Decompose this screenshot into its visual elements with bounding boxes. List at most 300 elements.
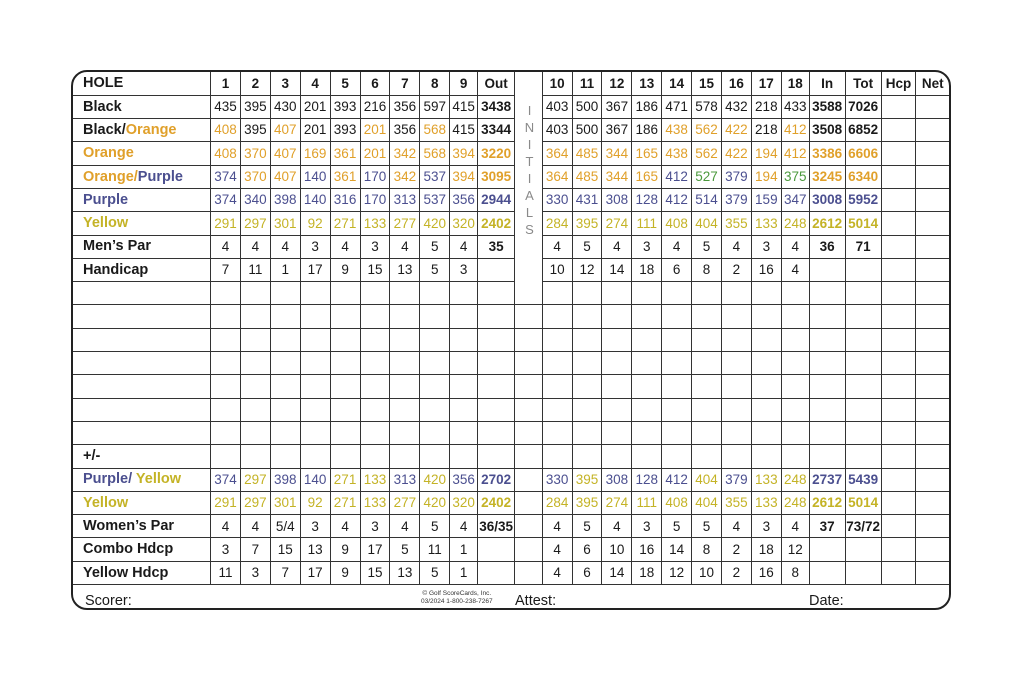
entry-cell[interactable] <box>390 398 420 421</box>
womens-par-row-label <box>73 515 211 538</box>
entry-cell[interactable] <box>845 398 881 421</box>
entry-cell[interactable] <box>240 352 270 375</box>
score-cell-hole-15: 404 <box>692 491 722 514</box>
entry-cell[interactable] <box>809 328 845 351</box>
entry-cell[interactable] <box>632 282 662 305</box>
entry-cell[interactable] <box>602 421 632 444</box>
entry-cell[interactable] <box>721 352 751 375</box>
entry-cell[interactable] <box>390 328 420 351</box>
entry-cell[interactable] <box>692 352 722 375</box>
score-cell-hole-14: 412 <box>662 188 692 211</box>
entry-cell[interactable] <box>420 282 450 305</box>
score-cell-hole-7: 313 <box>390 468 420 491</box>
entry-cell[interactable] <box>542 328 572 351</box>
entry-cell[interactable] <box>420 305 450 328</box>
entry-cell[interactable] <box>632 305 662 328</box>
entry-cell[interactable] <box>845 328 881 351</box>
entry-cell[interactable] <box>300 352 330 375</box>
entry-cell[interactable] <box>916 375 949 398</box>
entry-cell[interactable] <box>845 352 881 375</box>
entry-cell[interactable] <box>881 305 916 328</box>
plus-minus-row-label: +/- <box>73 445 211 468</box>
entry-cell[interactable] <box>845 375 881 398</box>
entry-cell[interactable] <box>330 352 360 375</box>
hcp-cell[interactable] <box>881 212 916 235</box>
entry-cell[interactable] <box>240 398 270 421</box>
entry-cell[interactable] <box>751 328 781 351</box>
entry-cell[interactable] <box>721 282 751 305</box>
entry-cell[interactable] <box>781 421 809 444</box>
entry-cell[interactable] <box>240 282 270 305</box>
score-cell-hole-1: 11 <box>211 561 241 584</box>
hcp-cell[interactable] <box>881 188 916 211</box>
entry-cell[interactable] <box>632 398 662 421</box>
entry-cell[interactable] <box>390 445 420 468</box>
score-cell-hole-2: 370 <box>240 142 270 165</box>
entry-cell[interactable] <box>330 398 360 421</box>
entry-cell[interactable] <box>300 398 330 421</box>
hcp-cell[interactable] <box>881 235 916 258</box>
entry-cell[interactable] <box>662 398 692 421</box>
entry-cell[interactable] <box>692 282 722 305</box>
entry-cell[interactable] <box>360 445 390 468</box>
hcp-cell[interactable] <box>881 538 916 561</box>
score-cell-hole-6: 15 <box>360 258 390 281</box>
in-total-cell: 3508 <box>809 119 845 142</box>
score-cell-hole-13: 3 <box>632 515 662 538</box>
score-cell-hole-13: 186 <box>632 119 662 142</box>
entry-cell[interactable] <box>450 398 478 421</box>
entry-cell[interactable] <box>881 352 916 375</box>
entry-cell[interactable] <box>572 328 602 351</box>
entry-cell[interactable] <box>781 445 809 468</box>
player-score-row-label <box>73 282 211 305</box>
score-cell-hole-8: 420 <box>420 468 450 491</box>
entry-cell[interactable] <box>542 421 572 444</box>
entry-cell[interactable] <box>420 445 450 468</box>
entry-cell[interactable] <box>478 328 515 351</box>
entry-cell[interactable] <box>916 421 949 444</box>
score-cell-hole-12: 4 <box>602 515 632 538</box>
purple-yellow-tee-row <box>73 468 949 491</box>
entry-cell[interactable] <box>300 305 330 328</box>
entry-cell[interactable] <box>542 398 572 421</box>
score-cell-hole-8: 420 <box>420 491 450 514</box>
handicap-row-label <box>73 258 211 281</box>
entry-cell[interactable] <box>662 352 692 375</box>
score-cell-hole-5: 393 <box>330 119 360 142</box>
hcp-cell[interactable] <box>881 515 916 538</box>
hcp-cell[interactable] <box>881 468 916 491</box>
entry-cell[interactable] <box>881 328 916 351</box>
entry-cell[interactable] <box>845 305 881 328</box>
entry-cell[interactable] <box>662 445 692 468</box>
entry-cell[interactable] <box>881 375 916 398</box>
entry-cell[interactable] <box>662 305 692 328</box>
entry-cell[interactable] <box>450 445 478 468</box>
score-cell-hole-2: 370 <box>240 165 270 188</box>
net-cell[interactable] <box>916 468 949 491</box>
score-cell-hole-15: 5 <box>692 235 722 258</box>
net-cell[interactable] <box>916 165 949 188</box>
entry-cell[interactable] <box>270 445 300 468</box>
entry-cell[interactable] <box>572 375 602 398</box>
entry-cell[interactable] <box>572 398 602 421</box>
net-cell[interactable] <box>916 235 949 258</box>
entry-cell[interactable] <box>542 445 572 468</box>
entry-cell[interactable] <box>542 305 572 328</box>
entry-cell[interactable] <box>781 398 809 421</box>
entry-cell[interactable] <box>692 328 722 351</box>
score-cell-hole-6: 15 <box>360 561 390 584</box>
entry-cell[interactable] <box>721 398 751 421</box>
entry-cell[interactable] <box>478 305 515 328</box>
net-cell[interactable] <box>916 212 949 235</box>
score-cell-hole-2: 297 <box>240 468 270 491</box>
entry-cell[interactable] <box>270 421 300 444</box>
entry-cell[interactable] <box>781 282 809 305</box>
entry-cell[interactable] <box>662 421 692 444</box>
black-orange-tee-row-label <box>73 119 211 142</box>
entry-cell[interactable] <box>542 282 572 305</box>
entry-cell[interactable] <box>751 282 781 305</box>
entry-cell[interactable] <box>692 445 722 468</box>
score-cell-hole-2: 395 <box>240 95 270 118</box>
entry-cell[interactable] <box>845 421 881 444</box>
hole-number-9: 9 <box>450 72 478 95</box>
entry-cell[interactable] <box>300 328 330 351</box>
initials-gap-cell <box>515 491 543 514</box>
entry-cell[interactable] <box>270 398 300 421</box>
net-cell[interactable] <box>916 95 949 118</box>
score-cell-hole-12: 274 <box>602 491 632 514</box>
score-cell-hole-3: 4 <box>270 235 300 258</box>
entry-cell[interactable] <box>809 305 845 328</box>
card-footer <box>73 590 949 610</box>
entry-cell[interactable] <box>809 282 845 305</box>
entry-cell[interactable] <box>420 375 450 398</box>
score-cell-hole-1: 4 <box>211 235 241 258</box>
score-cell-hole-17: 16 <box>751 258 781 281</box>
hole-number-2: 2 <box>240 72 270 95</box>
out-total-cell: 2402 <box>478 212 515 235</box>
entry-cell[interactable] <box>809 398 845 421</box>
entry-cell[interactable] <box>572 445 602 468</box>
entry-cell[interactable] <box>662 282 692 305</box>
entry-cell[interactable] <box>602 398 632 421</box>
out-total-cell: 2702 <box>478 468 515 491</box>
score-cell-hole-10: 364 <box>542 165 572 188</box>
net-cell[interactable] <box>916 561 949 584</box>
hole-number-7: 7 <box>390 72 420 95</box>
entry-cell[interactable] <box>420 352 450 375</box>
score-cell-hole-17: 3 <box>751 235 781 258</box>
entry-cell[interactable] <box>751 421 781 444</box>
entry-cell[interactable] <box>542 375 572 398</box>
tot-total-cell <box>845 538 881 561</box>
entry-cell[interactable] <box>240 375 270 398</box>
entry-cell[interactable] <box>542 352 572 375</box>
label-part: Combo Hdcp <box>83 541 174 558</box>
score-cell-hole-7: 4 <box>390 235 420 258</box>
label-part: Yellow Hdcp <box>83 564 169 581</box>
entry-cell[interactable] <box>390 375 420 398</box>
entry-cell[interactable] <box>602 282 632 305</box>
entry-cell[interactable] <box>845 282 881 305</box>
score-cell-hole-14: 5 <box>662 515 692 538</box>
initials-gap-cell <box>515 398 543 421</box>
entry-cell[interactable] <box>420 328 450 351</box>
initials-gap-cell <box>515 328 543 351</box>
hcp-cell[interactable] <box>881 561 916 584</box>
entry-cell[interactable] <box>916 398 949 421</box>
score-cell-hole-4: 169 <box>300 142 330 165</box>
entry-cell[interactable] <box>632 328 662 351</box>
net-cell[interactable] <box>916 258 949 281</box>
entry-cell[interactable] <box>662 375 692 398</box>
entry-cell[interactable] <box>330 421 360 444</box>
hole-number-16: 16 <box>721 72 751 95</box>
player-score-row <box>73 375 949 398</box>
entry-cell[interactable] <box>360 375 390 398</box>
entry-cell[interactable] <box>360 398 390 421</box>
entry-cell[interactable] <box>692 421 722 444</box>
entry-cell[interactable] <box>211 328 241 351</box>
score-cell-hole-13: 111 <box>632 491 662 514</box>
entry-cell[interactable] <box>360 328 390 351</box>
score-cell-hole-2: 4 <box>240 515 270 538</box>
score-cell-hole-12: 367 <box>602 95 632 118</box>
entry-cell[interactable] <box>330 282 360 305</box>
entry-cell[interactable] <box>300 375 330 398</box>
entry-cell[interactable] <box>450 328 478 351</box>
entry-cell[interactable] <box>809 375 845 398</box>
entry-cell[interactable] <box>809 352 845 375</box>
net-cell[interactable] <box>916 538 949 561</box>
in-total-cell: 2612 <box>809 212 845 235</box>
in-total-cell: 3245 <box>809 165 845 188</box>
orange-purple-tee-row <box>73 165 949 188</box>
entry-cell[interactable] <box>781 375 809 398</box>
score-cell-hole-7: 4 <box>390 515 420 538</box>
entry-cell[interactable] <box>240 328 270 351</box>
entry-cell[interactable] <box>881 398 916 421</box>
entry-cell[interactable] <box>721 375 751 398</box>
entry-cell[interactable] <box>751 445 781 468</box>
entry-cell[interactable] <box>478 445 515 468</box>
label-part: Yellow <box>83 494 129 511</box>
entry-cell[interactable] <box>270 375 300 398</box>
net-cell[interactable] <box>916 515 949 538</box>
entry-cell[interactable] <box>390 305 420 328</box>
entry-cell[interactable] <box>881 421 916 444</box>
tot-total-cell: 5014 <box>845 212 881 235</box>
yellow-tee-row <box>73 212 949 235</box>
score-cell-hole-10: 403 <box>542 95 572 118</box>
entry-cell[interactable] <box>602 352 632 375</box>
entry-cell[interactable] <box>751 305 781 328</box>
score-cell-hole-7: 277 <box>390 491 420 514</box>
entry-cell[interactable] <box>572 421 602 444</box>
score-cell-hole-17: 133 <box>751 491 781 514</box>
entry-cell[interactable] <box>916 282 949 305</box>
yellow-tee-row-2 <box>73 491 949 514</box>
score-cell-hole-2: 340 <box>240 188 270 211</box>
entry-cell[interactable] <box>330 328 360 351</box>
label-part: Women’s Par <box>83 518 175 535</box>
entry-cell[interactable] <box>632 375 662 398</box>
entry-cell[interactable] <box>478 352 515 375</box>
hcp-cell[interactable] <box>881 95 916 118</box>
entry-cell[interactable] <box>721 421 751 444</box>
entry-cell[interactable] <box>845 445 881 468</box>
hcp-cell[interactable] <box>881 165 916 188</box>
entry-cell[interactable] <box>450 282 478 305</box>
score-cell-hole-12: 14 <box>602 258 632 281</box>
entry-cell[interactable] <box>632 445 662 468</box>
entry-cell[interactable] <box>781 305 809 328</box>
entry-cell[interactable] <box>211 282 241 305</box>
entry-cell[interactable] <box>270 352 300 375</box>
out-total-cell <box>478 258 515 281</box>
score-cell-hole-17: 3 <box>751 515 781 538</box>
score-cell-hole-13: 165 <box>632 165 662 188</box>
entry-cell[interactable] <box>450 352 478 375</box>
entry-cell[interactable] <box>211 398 241 421</box>
entry-cell[interactable] <box>390 352 420 375</box>
hole-number-17: 17 <box>751 72 781 95</box>
entry-cell[interactable] <box>270 305 300 328</box>
entry-cell[interactable] <box>602 375 632 398</box>
entry-cell[interactable] <box>662 328 692 351</box>
hole-number-1: 1 <box>211 72 241 95</box>
entry-cell[interactable] <box>572 305 602 328</box>
entry-cell[interactable] <box>360 305 390 328</box>
entry-cell[interactable] <box>721 305 751 328</box>
entry-cell[interactable] <box>450 421 478 444</box>
entry-cell[interactable] <box>330 445 360 468</box>
entry-cell[interactable] <box>420 398 450 421</box>
entry-cell[interactable] <box>809 421 845 444</box>
entry-cell[interactable] <box>240 305 270 328</box>
net-cell[interactable] <box>916 142 949 165</box>
entry-cell[interactable] <box>300 282 330 305</box>
entry-cell[interactable] <box>781 328 809 351</box>
entry-cell[interactable] <box>240 445 270 468</box>
entry-cell[interactable] <box>692 305 722 328</box>
entry-cell[interactable] <box>881 282 916 305</box>
entry-cell[interactable] <box>420 421 450 444</box>
entry-cell[interactable] <box>330 305 360 328</box>
initials-letter: A <box>525 188 534 203</box>
entry-cell[interactable] <box>478 398 515 421</box>
entry-cell[interactable] <box>211 421 241 444</box>
entry-cell[interactable] <box>300 421 330 444</box>
entry-cell[interactable] <box>721 445 751 468</box>
score-cell-hole-10: 403 <box>542 119 572 142</box>
hcp-cell[interactable] <box>881 258 916 281</box>
hcp-cell[interactable] <box>881 142 916 165</box>
entry-cell[interactable] <box>572 282 602 305</box>
entry-cell[interactable] <box>632 352 662 375</box>
entry-cell[interactable] <box>781 352 809 375</box>
score-cell-hole-12: 308 <box>602 468 632 491</box>
entry-cell[interactable] <box>916 305 949 328</box>
entry-cell[interactable] <box>270 328 300 351</box>
net-cell[interactable] <box>916 491 949 514</box>
net-cell[interactable] <box>916 188 949 211</box>
entry-cell[interactable] <box>632 421 662 444</box>
entry-cell[interactable] <box>211 375 241 398</box>
tot-total-cell: 6852 <box>845 119 881 142</box>
entry-cell[interactable] <box>390 421 420 444</box>
entry-cell[interactable] <box>572 352 602 375</box>
entry-cell[interactable] <box>916 445 949 468</box>
score-cell-hole-2: 297 <box>240 212 270 235</box>
entry-cell[interactable] <box>360 282 390 305</box>
entry-cell[interactable] <box>692 375 722 398</box>
score-cell-hole-5: 393 <box>330 95 360 118</box>
entry-cell[interactable] <box>211 445 241 468</box>
hcp-cell[interactable] <box>881 119 916 142</box>
entry-cell[interactable] <box>692 398 722 421</box>
entry-cell[interactable] <box>916 328 949 351</box>
score-cell-hole-10: 4 <box>542 235 572 258</box>
entry-cell[interactable] <box>270 282 300 305</box>
entry-cell[interactable] <box>751 375 781 398</box>
entry-cell[interactable] <box>211 305 241 328</box>
out-total-cell: 2944 <box>478 188 515 211</box>
entry-cell[interactable] <box>360 421 390 444</box>
net-cell[interactable] <box>916 119 949 142</box>
score-cell-hole-18: 4 <box>781 258 809 281</box>
entry-cell[interactable] <box>916 352 949 375</box>
entry-cell[interactable] <box>478 421 515 444</box>
score-cell-hole-14: 412 <box>662 165 692 188</box>
hole-number-12: 12 <box>602 72 632 95</box>
entry-cell[interactable] <box>602 305 632 328</box>
entry-cell[interactable] <box>478 282 515 305</box>
entry-cell[interactable] <box>211 352 241 375</box>
entry-cell[interactable] <box>721 328 751 351</box>
score-cell-hole-1: 7 <box>211 258 241 281</box>
yellow-hdcp-row-label <box>73 561 211 584</box>
entry-cell[interactable] <box>240 421 270 444</box>
entry-cell[interactable] <box>360 352 390 375</box>
entry-cell[interactable] <box>881 445 916 468</box>
entry-cell[interactable] <box>602 328 632 351</box>
score-cell-hole-7: 13 <box>390 258 420 281</box>
scorecard-table <box>73 72 949 585</box>
entry-cell[interactable] <box>751 398 781 421</box>
entry-cell[interactable] <box>390 282 420 305</box>
hcp-cell[interactable] <box>881 491 916 514</box>
initials-gap-cell <box>515 305 543 328</box>
score-cell-hole-3: 7 <box>270 561 300 584</box>
entry-cell[interactable] <box>300 445 330 468</box>
entry-cell[interactable] <box>602 445 632 468</box>
score-cell-hole-11: 5 <box>572 515 602 538</box>
score-cell-hole-12: 344 <box>602 165 632 188</box>
entry-cell[interactable] <box>751 352 781 375</box>
entry-cell[interactable] <box>450 305 478 328</box>
score-cell-hole-17: 133 <box>751 468 781 491</box>
entry-cell[interactable] <box>330 375 360 398</box>
hcp-header: Hcp <box>881 72 916 95</box>
entry-cell[interactable] <box>809 445 845 468</box>
entry-cell[interactable] <box>450 375 478 398</box>
entry-cell[interactable] <box>478 375 515 398</box>
